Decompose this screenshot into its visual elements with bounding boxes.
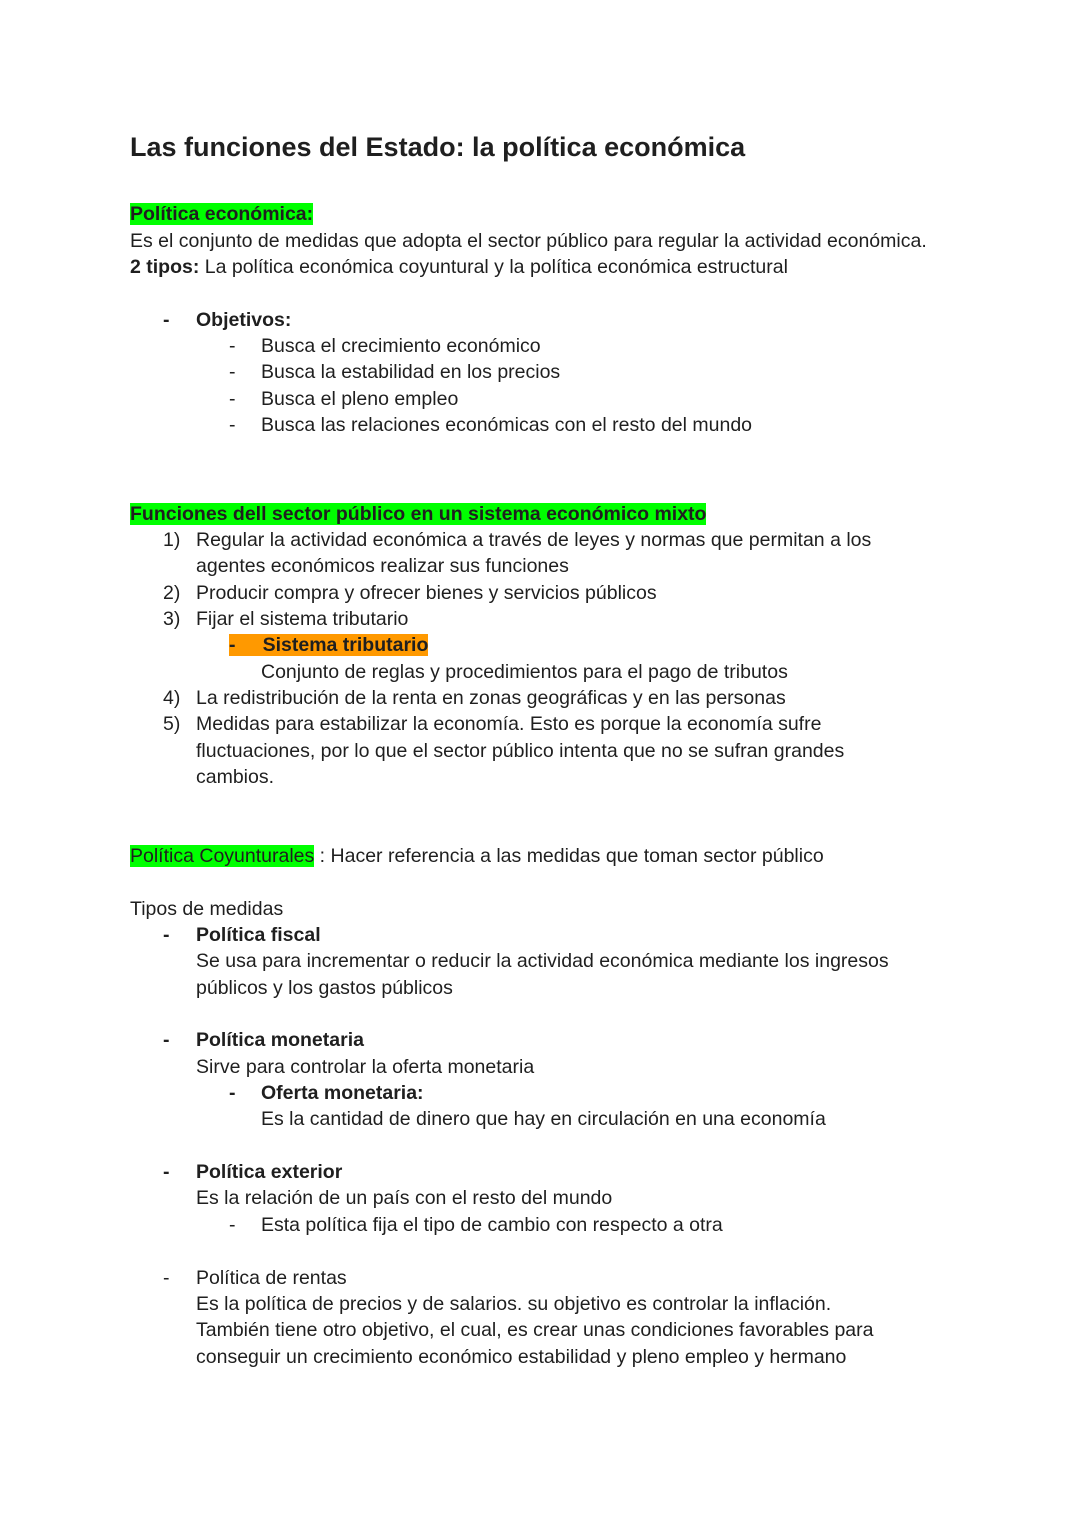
list-item-text: Fijar el sistema tributario xyxy=(196,608,409,630)
rentas-text: Es la política de precios y de salarios. su objetivo es controlar la inflación. xyxy=(196,1293,832,1315)
bullet-dash: - xyxy=(229,388,236,410)
objective-item: Busca las relaciones económicas con el resto del mundo xyxy=(261,414,753,436)
monetaria-label: Política monetaria xyxy=(196,1029,364,1051)
list-item-text: agentes económicos realizar sus funciones xyxy=(196,555,569,577)
fiscal-text: públicos y los gastos públicos xyxy=(196,977,453,999)
oferta-text: Es la cantidad de dinero que hay en circulación en una economía xyxy=(261,1108,826,1130)
list-number: 5) xyxy=(163,713,181,735)
list-item-text: Medidas para estabilizar la economía. Esto es porque la economía sufre xyxy=(196,713,822,735)
section-heading-funciones xyxy=(130,501,706,527)
objectives-label: Objetivos: xyxy=(196,309,292,331)
exterior-label: Política exterior xyxy=(196,1161,343,1183)
oferta-label: Oferta monetaria: xyxy=(261,1082,424,1104)
fiscal-text: Se usa para incrementar o reducir la actividad económica mediante los ingresos xyxy=(196,950,889,972)
highlight-orange: - Sistema tributario xyxy=(229,634,429,656)
monetaria-text: Sirve para controlar la oferta monetaria xyxy=(196,1056,535,1078)
bullet-dash: - xyxy=(229,335,236,357)
bullet-dash: - xyxy=(229,1214,236,1236)
rentas-text: También tiene otro objetivo, el cual, es crear unas condiciones favorables para xyxy=(196,1319,874,1341)
exterior-sub: Esta política fija el tipo de cambio con respecto a otra xyxy=(261,1214,723,1236)
page-title: Las funciones del Estado: la política económica xyxy=(130,132,746,162)
tipos-label: Tipos de medidas xyxy=(130,898,284,920)
list-number: 3) xyxy=(163,608,181,630)
objective-item: Busca la estabilidad en los precios xyxy=(261,361,561,383)
bullet-dash: - xyxy=(163,1029,170,1051)
list-item-text: Regular la actividad económica a través de leyes y normas que permitan a los xyxy=(196,529,872,551)
objective-item: Busca el crecimiento económico xyxy=(261,335,541,357)
bullet-dash: - xyxy=(163,1161,170,1183)
bullet-dash: - xyxy=(163,1267,170,1289)
list-number: 2) xyxy=(163,582,181,604)
sub-item-text: Conjunto de reglas y procedimientos para el pago de tributos xyxy=(261,661,788,683)
rentas-label: Política de rentas xyxy=(196,1267,347,1289)
list-number: 4) xyxy=(163,687,181,709)
list-item-text: cambios. xyxy=(196,766,275,788)
section-heading-coyunturales xyxy=(130,843,824,869)
highlight-green: Funciones dell sector público en un sistema económico mixto xyxy=(130,503,707,525)
heading-rest: : Hacer referencia a las medidas que toman sector público xyxy=(314,845,824,867)
highlight-green: Política Coyunturales xyxy=(130,845,315,867)
bullet-dash: - xyxy=(163,924,170,946)
bullet-dash: - xyxy=(229,1082,236,1104)
types-text: La política económica coyuntural y la política económica estructural xyxy=(199,256,788,278)
sub-item-sistema-tributario xyxy=(229,632,428,658)
list-item-text: Producir compra y ofrecer bienes y servicios públicos xyxy=(196,582,657,604)
types-line xyxy=(130,254,788,280)
objective-item: Busca el pleno empleo xyxy=(261,388,459,410)
list-item-text: La redistribución de la renta en zonas geográficas y en las personas xyxy=(196,687,786,709)
rentas-text: conseguir un crecimiento económico estabilidad y pleno empleo y hermano xyxy=(196,1346,847,1368)
bullet-dash: - xyxy=(229,361,236,383)
types-label: 2 tipos: xyxy=(130,256,200,278)
list-number: 1) xyxy=(163,529,181,551)
exterior-text: Es la relación de un país con el resto del mundo xyxy=(196,1187,613,1209)
sub-item-label: Sistema tributario xyxy=(262,634,429,656)
section-heading-politica-economica xyxy=(130,201,313,227)
fiscal-label: Política fiscal xyxy=(196,924,321,946)
list-item-text: fluctuaciones, por lo que el sector público intenta que no se sufran grandes xyxy=(196,740,845,762)
bullet-dash: - xyxy=(229,414,236,436)
highlight-green: Política económica: xyxy=(130,203,314,225)
definition-text: Es el conjunto de medidas que adopta el sector público para regular la actividad económica. xyxy=(130,230,927,252)
bullet-dash: - xyxy=(163,309,170,331)
